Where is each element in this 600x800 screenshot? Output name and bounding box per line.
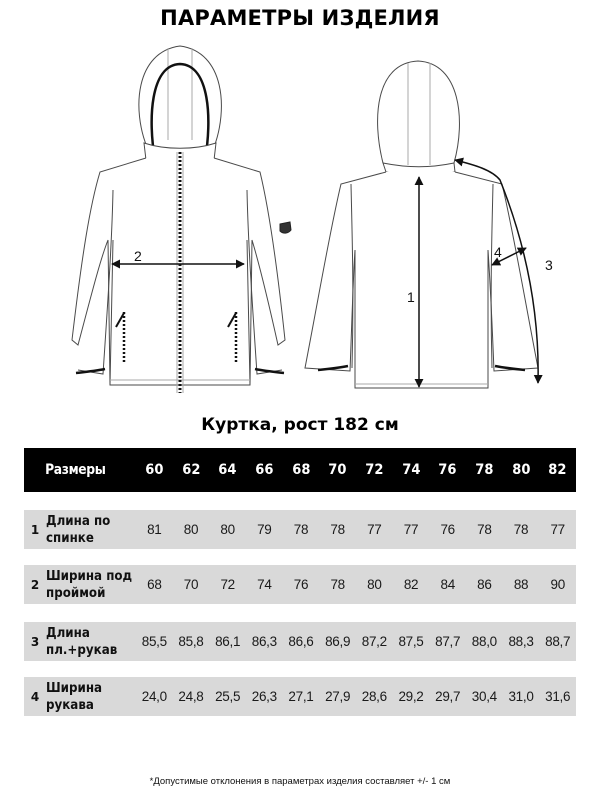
size-col-header: 62 [181,462,201,478]
table-cell: 31,0 [508,689,534,704]
table-cell: 86,9 [325,634,351,649]
row-label [45,567,133,602]
sizes-header-label: Размеры [45,462,106,478]
front-view-drawing [72,46,291,393]
size-col-header: 78 [475,462,494,478]
row-number: 1 [30,522,40,537]
table-cell: 85,5 [141,634,167,649]
table-cell: 70 [183,577,199,592]
table-row-back-length [24,510,576,549]
size-col-header: 64 [218,462,237,478]
table-cell: 78 [293,522,309,537]
table-cell: 84 [440,577,455,592]
table-row-chest-width [24,565,576,604]
table-cell: 88,0 [471,634,497,649]
table-cell: 31,6 [545,689,571,704]
size-table-header [24,448,576,492]
table-cell: 25,5 [215,689,241,704]
table-cell: 85,8 [178,634,204,649]
table-cell: 88 [513,577,529,592]
row-label-line1: Ширина под [45,567,133,584]
table-cell: 80 [220,522,235,537]
table-cell: 76 [440,522,455,537]
row-label-line2: пл.+рукав [45,641,118,658]
table-cell: 29,7 [435,689,461,704]
table-cell: 30,4 [471,689,497,704]
table-cell: 79 [257,522,272,537]
row-label [46,680,125,714]
table-cell: 76 [293,577,309,592]
table-cell: 26,3 [251,689,277,704]
size-col-header: 70 [328,462,347,478]
table-cell: 78 [330,522,345,537]
table-cell: 68 [147,577,162,592]
table-cell: 72 [220,577,235,592]
size-col-header: 76 [438,462,457,478]
row-label-line2: проймой [45,584,106,601]
size-col-header: 68 [291,462,311,478]
sleeve-width-marker: 4 [494,244,502,260]
back-length-marker: 1 [407,289,415,305]
table-cell: 90 [550,577,565,592]
table-row-sleeve-width [24,677,576,716]
product-subtitle: Куртка, рост 182 см [201,415,399,435]
row-label-line2: рукава [45,696,94,713]
table-cell: 24,8 [178,689,204,704]
table-cell: 87,2 [361,634,387,649]
row-label-line1: Длина [45,624,90,641]
row-label [46,625,125,659]
back-view-drawing [305,61,538,388]
tolerance-footnote: *Допустимые отклонения в параметрах изделия составляет +/- 1 см [149,776,451,787]
row-number: 2 [30,577,40,592]
size-col-header: 82 [548,462,567,478]
size-col-header: 72 [365,462,384,478]
table-cell: 87,7 [435,634,461,649]
table-cell: 86,6 [288,634,314,649]
row-label [46,513,125,547]
table-cell: 27,1 [288,689,314,704]
table-cell: 86,3 [251,634,277,649]
table-cell: 88,3 [508,634,534,649]
table-cell: 78 [513,522,529,537]
table-cell: 81 [147,522,162,537]
row-number: 3 [30,634,40,649]
row-label-line1: Длина по [45,512,111,529]
row-number: 4 [30,689,40,704]
size-col-header: 80 [511,462,531,478]
table-cell: 77 [403,522,419,537]
size-col-header: 74 [401,462,421,478]
table-cell: 78 [477,522,492,537]
row-label-line1: Ширина [45,679,103,696]
table-row-sleeve-length [24,622,576,661]
table-cell: 82 [403,577,419,592]
table-cell: 78 [330,577,345,592]
table-cell: 28,6 [361,689,387,704]
table-cell: 87,5 [398,634,424,649]
table-cell: 74 [257,577,272,592]
sleeve-length-marker: 3 [545,257,553,273]
table-cell: 80 [367,577,382,592]
table-cell: 29,2 [398,689,424,704]
jacket-illustration [0,40,600,400]
row-label-line2: спинке [45,529,94,546]
size-col-header: 60 [145,462,164,478]
chest-width-marker: 2 [134,248,142,264]
table-cell: 80 [183,522,199,537]
table-cell: 27,9 [325,689,351,704]
table-cell: 77 [367,522,382,537]
table-cell: 86 [477,577,492,592]
size-col-header: 66 [255,462,274,478]
table-cell: 24,0 [141,689,167,704]
table-cell: 86,1 [215,634,241,649]
page-title: ПАРАМЕТРЫ ИЗДЕЛИЯ [160,6,440,30]
table-cell: 77 [550,522,565,537]
table-cell: 88,7 [545,634,571,649]
